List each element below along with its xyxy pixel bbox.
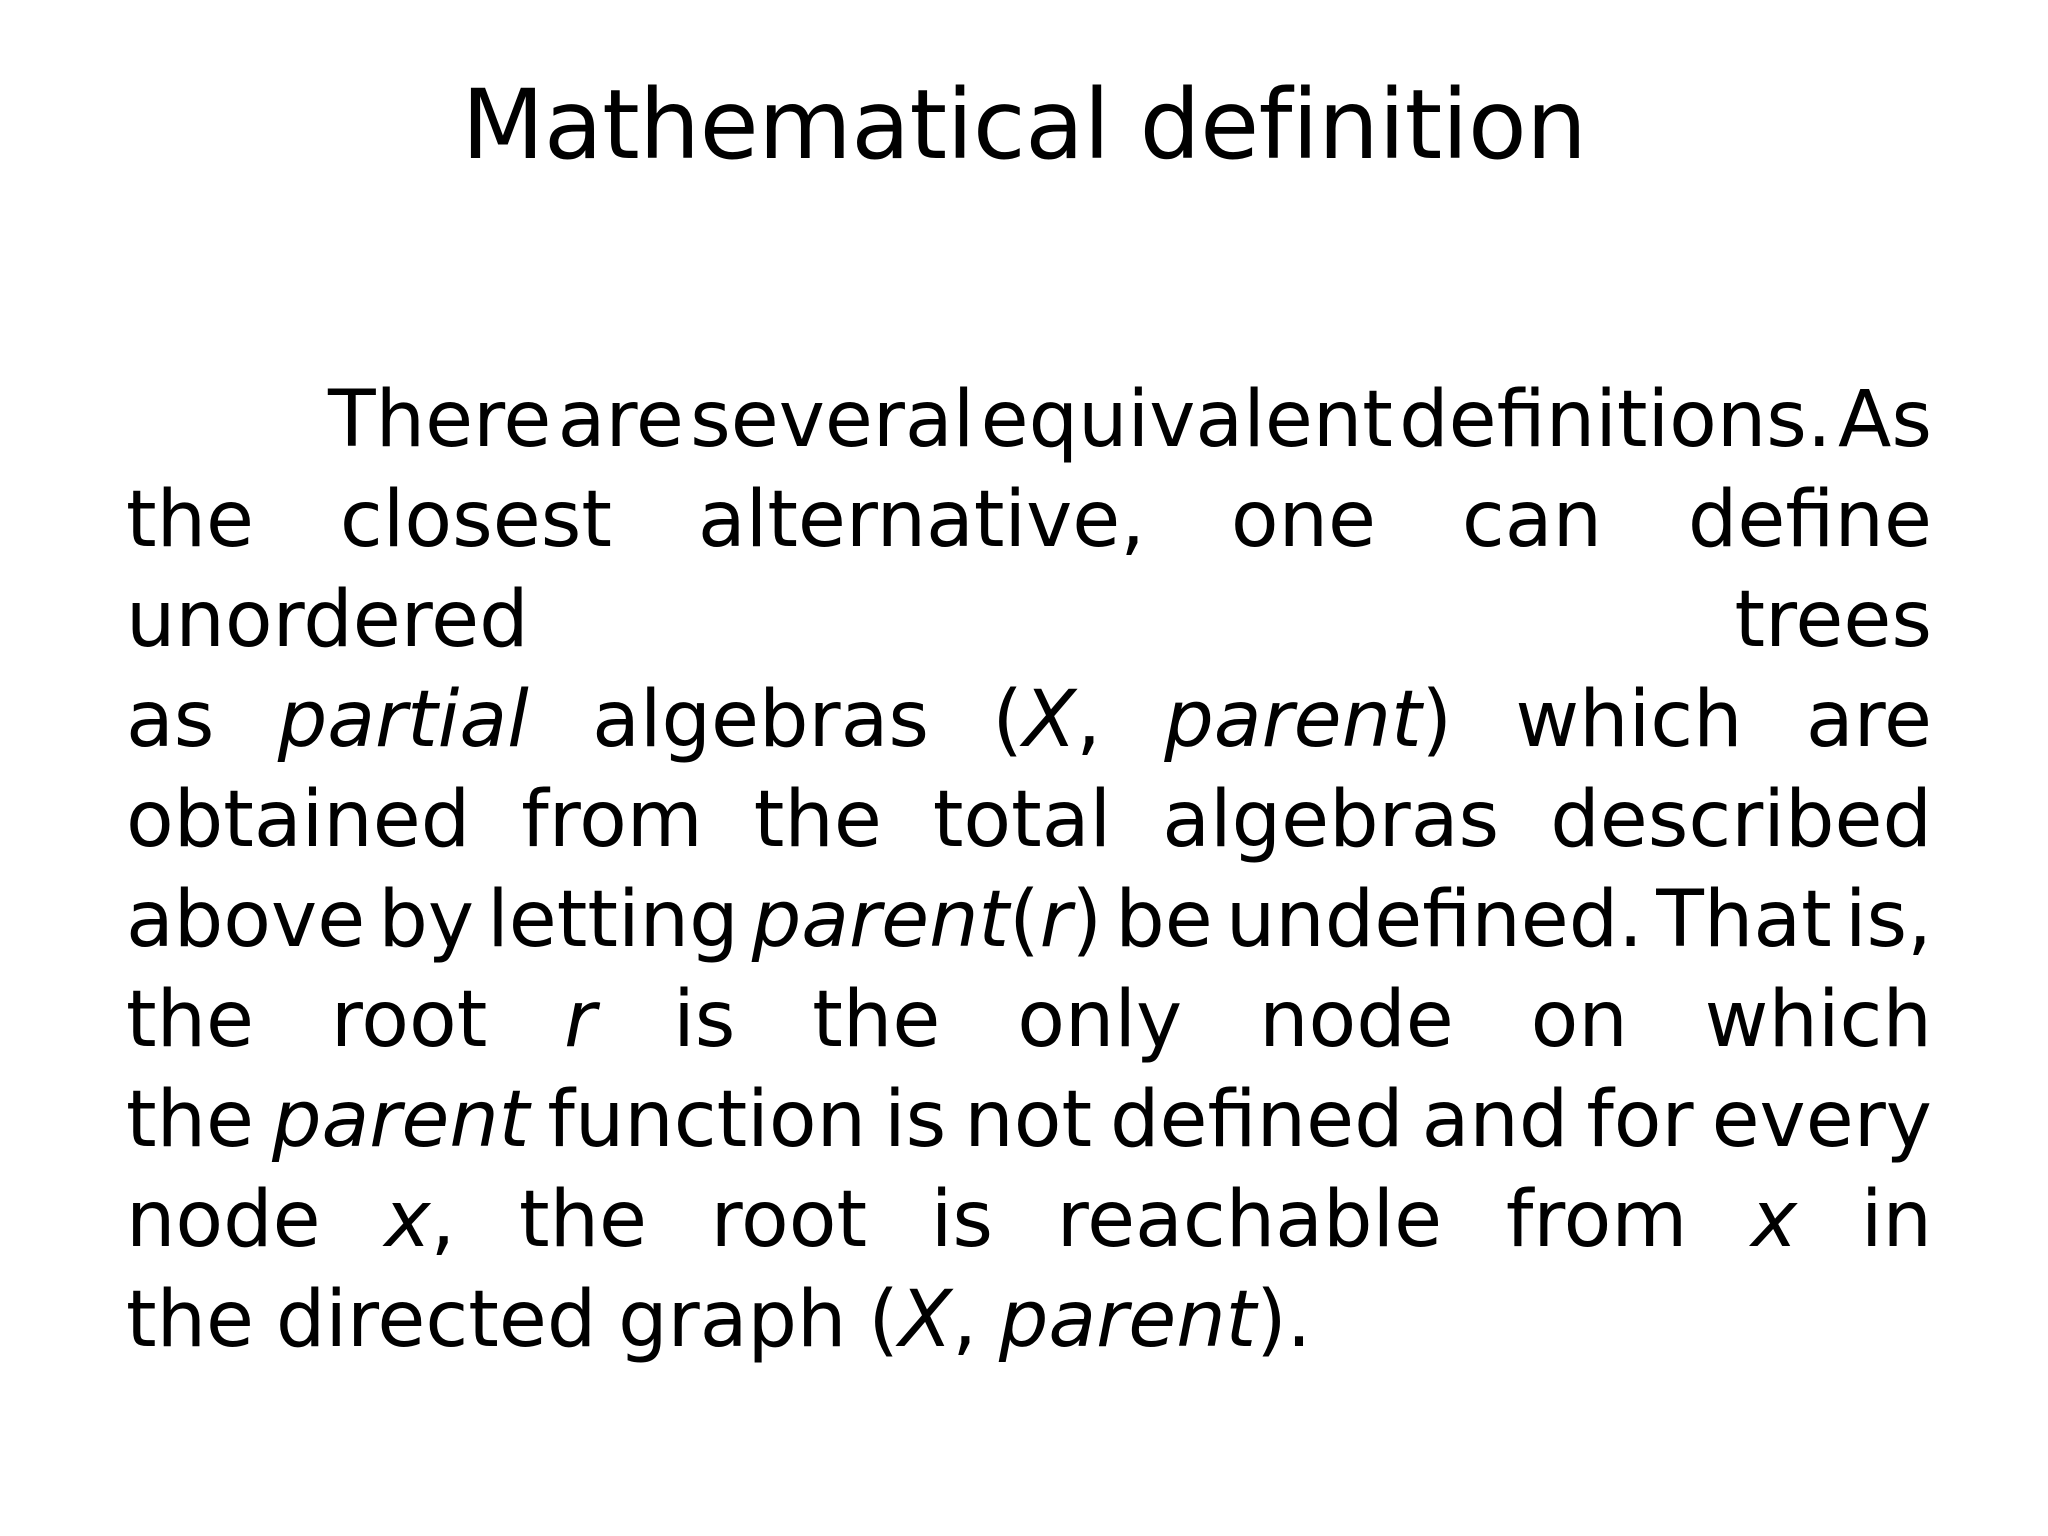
word: described	[1550, 775, 1932, 865]
paragraph-line	[126, 470, 1932, 570]
paragraph-line	[126, 570, 1932, 670]
word: As	[1837, 375, 1932, 465]
word-part: (	[992, 675, 1023, 765]
paragraph-line	[126, 970, 1932, 1070]
word-part: ).	[1256, 1275, 1312, 1365]
word: the	[753, 775, 882, 865]
word: not	[964, 1075, 1093, 1165]
word-part: )	[1071, 875, 1103, 965]
word: algebras	[1162, 775, 1500, 865]
word-part: (	[868, 1275, 899, 1365]
italic-term: x	[384, 1175, 431, 1265]
word: are	[1805, 675, 1932, 765]
word: the	[126, 475, 255, 565]
word: the	[126, 1275, 255, 1365]
word: several	[690, 375, 975, 465]
word: every	[1711, 1075, 1932, 1165]
word: the	[518, 1175, 647, 1265]
word: node	[126, 1175, 321, 1265]
word: reachable	[1056, 1175, 1443, 1265]
word: from	[1505, 1175, 1688, 1265]
word-part: ,	[1076, 675, 1101, 765]
paragraph-line	[126, 1170, 1932, 1270]
word: alternative,	[697, 475, 1146, 565]
word: definitions.	[1399, 375, 1832, 465]
word: There	[328, 375, 552, 465]
word: the	[126, 975, 255, 1065]
word: is	[884, 1075, 947, 1165]
word: be	[1115, 875, 1213, 965]
word: equivalent	[980, 375, 1393, 465]
word: define	[1687, 475, 1932, 565]
paragraph-line	[126, 670, 1932, 770]
italic-term: r	[1039, 875, 1072, 965]
word	[999, 1270, 1312, 1370]
italic-term: parent	[1164, 675, 1422, 765]
word: unordered	[126, 575, 529, 665]
word: and	[1421, 1075, 1569, 1165]
definition-paragraph	[126, 370, 1932, 1370]
word: is	[673, 975, 736, 1065]
word: closest	[339, 475, 612, 565]
word	[868, 1270, 977, 1370]
word: root	[710, 1175, 868, 1265]
word: which	[1515, 675, 1743, 765]
word: letting	[487, 875, 739, 965]
paragraph-line	[126, 1070, 1932, 1170]
word: obtained	[126, 775, 471, 865]
word: in	[1860, 1175, 1932, 1265]
word: the	[126, 1075, 255, 1165]
italic-term: r	[564, 975, 597, 1065]
paragraph-line	[126, 870, 1932, 970]
italic-term: parent	[751, 875, 1010, 965]
paragraph-line	[126, 770, 1932, 870]
word: is,	[1844, 875, 1932, 965]
word: defined	[1110, 1075, 1404, 1165]
word: That	[1656, 875, 1832, 965]
word: by	[378, 875, 474, 965]
word: are	[557, 375, 684, 465]
word: which	[1704, 975, 1932, 1065]
word: from	[521, 775, 703, 865]
word	[752, 870, 1102, 970]
word: algebras	[592, 675, 930, 765]
word: one	[1230, 475, 1377, 565]
word: graph	[618, 1275, 847, 1365]
word: is	[930, 1175, 994, 1265]
word: total	[932, 775, 1112, 865]
word-part: ,	[430, 1175, 456, 1265]
word: for	[1586, 1075, 1694, 1165]
italic-term: partial	[277, 675, 529, 765]
word	[1164, 670, 1452, 770]
word: above	[126, 875, 366, 965]
word	[384, 1170, 455, 1270]
word: undefined.	[1225, 875, 1644, 965]
word: root	[330, 975, 488, 1065]
word: function	[547, 1075, 867, 1165]
italic-term: x	[1751, 1175, 1798, 1265]
word-part: )	[1421, 675, 1453, 765]
italic-term: parent	[998, 1275, 1257, 1365]
word: node	[1259, 975, 1454, 1065]
paragraph-line	[126, 1270, 1932, 1370]
italic-term: X	[898, 1275, 953, 1365]
slide-title: Mathematical definition	[461, 69, 1587, 181]
word-part: (	[1009, 875, 1040, 965]
word: on	[1530, 975, 1628, 1065]
word: only	[1017, 975, 1183, 1065]
word-part: ,	[952, 1275, 977, 1365]
paragraph-line	[126, 370, 1932, 470]
word: trees	[1734, 575, 1932, 665]
word: directed	[275, 1275, 597, 1365]
italic-term: X	[1022, 675, 1077, 765]
word: as	[126, 675, 215, 765]
italic-term: parent	[272, 1075, 530, 1165]
word	[992, 670, 1101, 770]
word: the	[812, 975, 941, 1065]
word: can	[1461, 475, 1603, 565]
